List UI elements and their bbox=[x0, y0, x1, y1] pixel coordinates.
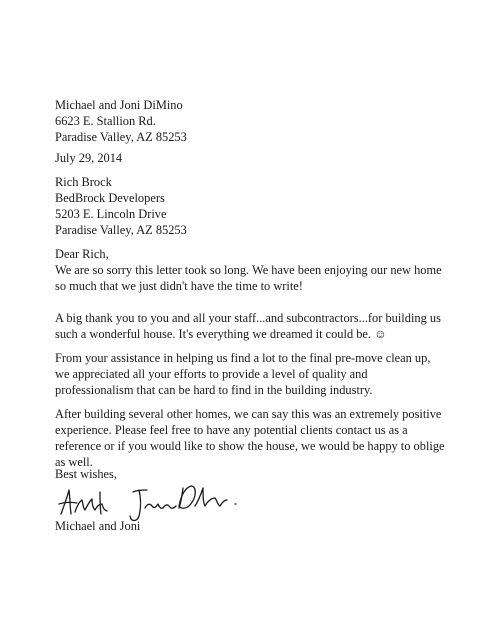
sender-name: Michael and Joni DiMino bbox=[55, 98, 183, 112]
paragraph-line: so much that we just didn't have the time to write! bbox=[55, 279, 303, 293]
recipient-address bbox=[55, 174, 475, 238]
paragraph-line: such a wonderful house. It's everything we dreamed it could be. ☺ bbox=[55, 327, 387, 341]
paragraph-3 bbox=[55, 350, 475, 398]
sender-address bbox=[55, 97, 475, 145]
recipient-street: 5203 E. Lincoln Drive bbox=[55, 207, 167, 221]
sender-city: Paradise Valley, AZ 85253 bbox=[55, 130, 187, 144]
recipient-company: BedBrock Developers bbox=[55, 191, 165, 205]
paragraph-line: From your assistance in helping us find a lot to the final pre-move clean up, bbox=[55, 351, 431, 365]
paragraph-1 bbox=[55, 262, 475, 294]
recipient-city: Paradise Valley, AZ 85253 bbox=[55, 223, 187, 237]
signed-name-text: Michael and Joni bbox=[55, 519, 141, 533]
paragraph-line: A big thank you to you and all your staff...and subcontractors...for building us bbox=[55, 311, 441, 325]
letter-date bbox=[55, 150, 475, 166]
paragraph-2 bbox=[55, 310, 475, 342]
sender-street: 6623 E. Stallion Rd. bbox=[55, 114, 156, 128]
recipient-name: Rich Brock bbox=[55, 175, 112, 189]
paragraph-line: After building several other homes, we can say this was an extremely positive bbox=[55, 407, 442, 421]
paragraph-line: reference or if you would like to show the house, we would be happy to oblige bbox=[55, 439, 445, 453]
paragraph-line: we appreciated all your efforts to provide a level of quality and bbox=[55, 367, 368, 381]
signed-name bbox=[55, 518, 475, 534]
paragraph-line: We are so sorry this letter took so long. We have been enjoying our new home bbox=[55, 263, 442, 277]
paragraph-4 bbox=[55, 406, 475, 470]
paragraph-line: experience. Please feel free to have any potential clients contact us as a bbox=[55, 423, 408, 437]
date-text: July 29, 2014 bbox=[55, 151, 123, 165]
salutation bbox=[55, 246, 475, 262]
paragraph-line: professionalism that can be hard to find in the building industry. bbox=[55, 383, 373, 397]
closing-text: Best wishes, bbox=[55, 467, 117, 481]
salutation-text: Dear Rich, bbox=[55, 247, 109, 261]
paragraph-line: as well. bbox=[55, 455, 93, 469]
